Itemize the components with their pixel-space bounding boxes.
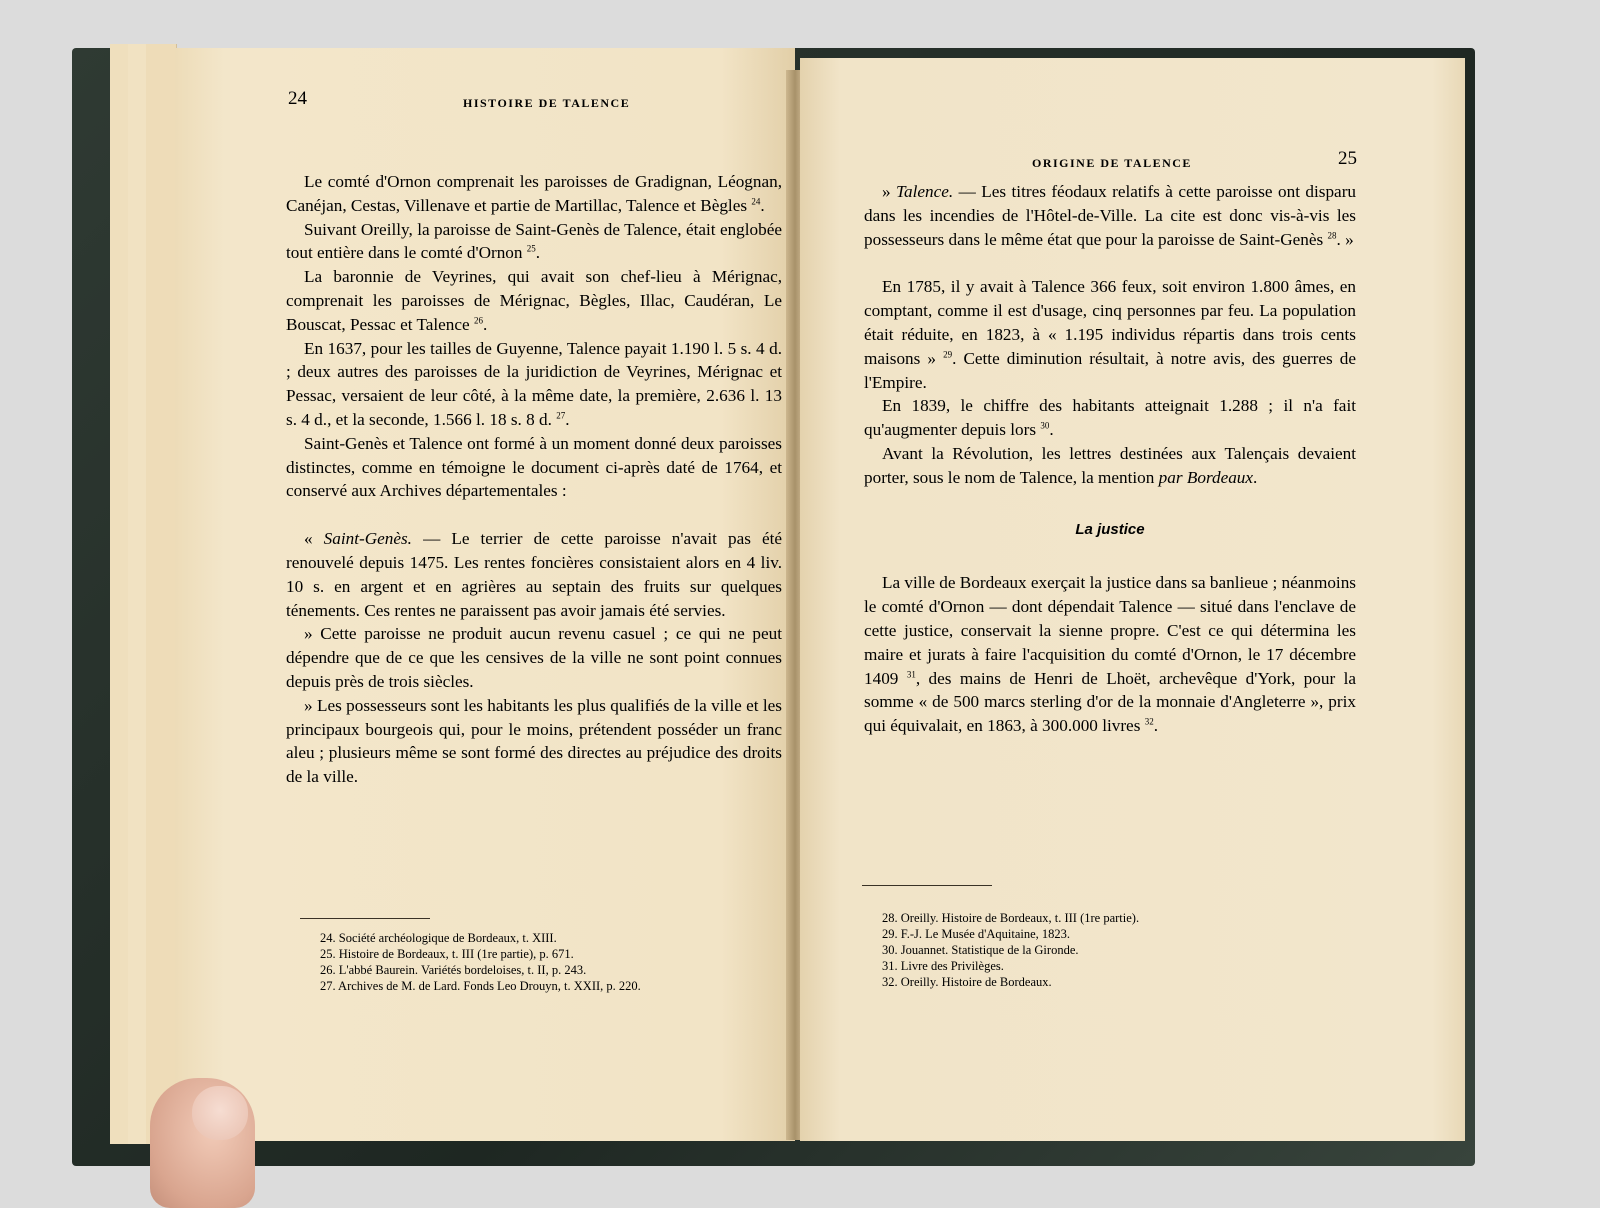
footnote-rule xyxy=(862,885,992,886)
footnote: 30. Jouannet. Statistique de la Gironde. xyxy=(882,943,1079,957)
paragraph: Saint-Genès et Talence ont formé à un moment donné deux paroisses distinctes, comme en témoigne le document ci-après daté de 1764, et conservé aux Archives départementales : xyxy=(286,433,782,501)
section-title: La justice xyxy=(1075,520,1145,538)
footnotes-left xyxy=(320,930,641,994)
thumbnail xyxy=(192,1086,248,1140)
footnote-rule xyxy=(300,918,430,919)
footnotes-right xyxy=(882,910,1139,990)
footnote: 31. Livre des Privilèges. xyxy=(882,959,1004,973)
footnote: 24. Société archéologique de Bordeaux, t. XIII. xyxy=(320,931,557,945)
paragraph: En 1839, le chiffre des habitants atteignait 1.288 ; il n'a fait qu'augmenter depuis lors $^{30}$. xyxy=(864,396,1356,440)
footnote: 27. Archives de M. de Lard. Fonds Leo Drouyn, t. XXII, p. 220. xyxy=(320,979,641,993)
left-page-body xyxy=(286,170,782,789)
footnote: 25. Histoire de Bordeaux, t. III (1re partie), p. 671. xyxy=(320,947,574,961)
footnote: 29. F.-J. Le Musée d'Aquitaine, 1823. xyxy=(882,927,1071,941)
footnote: 26. L'abbé Baurein. Variétés bordeloises, t. II, p. 243. xyxy=(320,963,587,977)
paragraph: La baronnie de Veyrines, qui avait son chef-lieu à Mérignac, comprenait les paroisses de Mérignac, Bègles, Illac, Caudéran, Le Bouscat, Pessac et Talence $^{26}$. xyxy=(286,267,782,334)
footnote: 32. Oreilly. Histoire de Bordeaux. xyxy=(882,975,1052,989)
paragraph: En 1637, pour les tailles de Guyenne, Talence payait 1.190 l. 5 s. 4 d. ; deux autres des paroisses de la juridiction de Veyrines, Mérignac et Pessac, versaient de leur côté, à la même date, la première, 2.636 l. 13 s. 4 d., et la seconde, 1.566 l. 18 s. 8 d. $^{27}$. xyxy=(286,338,782,429)
paragraph: Suivant Oreilly, la paroisse de Saint-Genès de Talence, était englobée tout entière dans le comté d'Ornon $^{25}$. xyxy=(286,219,782,263)
page-stack-edge xyxy=(146,44,177,1144)
paragraph: » Talence. — Les titres féodaux relatifs à cette paroisse ont disparu dans les incendies de l'Hôtel-de-Ville. La cite est donc vis-à-vis les possesseurs dans le même état que pour la paroisse de Saint-Genès $^{28}$. » xyxy=(864,182,1357,249)
archive-quote: « Saint-Genès. — Le terrier de cette paroisse n'avait pas été renouvelé depuis 1475. Les rentes foncières consistaient alors en 4 liv. 10 s. en argent et en agrières au septain des fruits sur quelques ténements. Ces rentes ne paraissent pas avoir jamais été servies. » Cette paroisse ne produit aucun revenu casuel ; ce qui ne peut dépendre que de ce que les censives de la ville ne sont point connues depuis près de trois siècles. » Les possesseurs sont les habitants les plus qualifiés de la ville et les principaux bourgeois qui, pour le moins, prétendent posséder un franc aleu ; plusieurs même se sont formé des directes au préjudice des droits de la ville. xyxy=(286,529,782,787)
paragraph: Le comté d'Ornon comprenait les paroisses de Gradignan, Léognan, Canéjan, Cestas, Villenave et partie de Martillac, Talence et Bègles $^{24}$. xyxy=(286,172,782,215)
footnote: 28. Oreilly. Histoire de Bordeaux, t. III (1re partie). xyxy=(882,911,1140,925)
running-header-right: ORIGINE DE TALENCE xyxy=(1032,156,1192,170)
page-number-right: 25 xyxy=(1338,148,1357,169)
paragraph: En 1785, il y avait à Talence 366 feux, soit environ 1.800 âmes, en comptant, comme il est d'usage, cinq personnes par feu. La population était réduite, en 1823, à « 1.195 individus répartis dans trois cents maisons » $^{29}$. Cette diminution résultait, à notre avis, des guerres de l'Empire. xyxy=(864,277,1357,392)
page-number-left: 24 xyxy=(288,88,307,109)
paragraph: La ville de Bordeaux exerçait la justice dans sa banlieue ; néanmoins le comté d'Ornon — dont dépendait Talence — situé dans l'enclave de cette justice, conservait la sienne propre. C'est ce qui détermina les maire et jurats à faire l'acquisition du comté d'Ornon, le 17 décembre 1409 $^{31}$, des mains de Henri de Lhoët, archevêque d'York, pour la somme « de 500 marcs sterling d'or de la monnaie d'Angleterre », prix qui équivalait, en 1863, à 300.000 livres $^{32}$. xyxy=(864,573,1357,736)
paragraph: Avant la Révolution, les lettres destinées aux Talençais devaient porter, sous le nom de Talence, la mention par Bordeaux. xyxy=(864,443,1356,487)
running-header-left: HISTOIRE DE TALENCE xyxy=(463,96,631,110)
right-page-body xyxy=(864,180,1356,738)
